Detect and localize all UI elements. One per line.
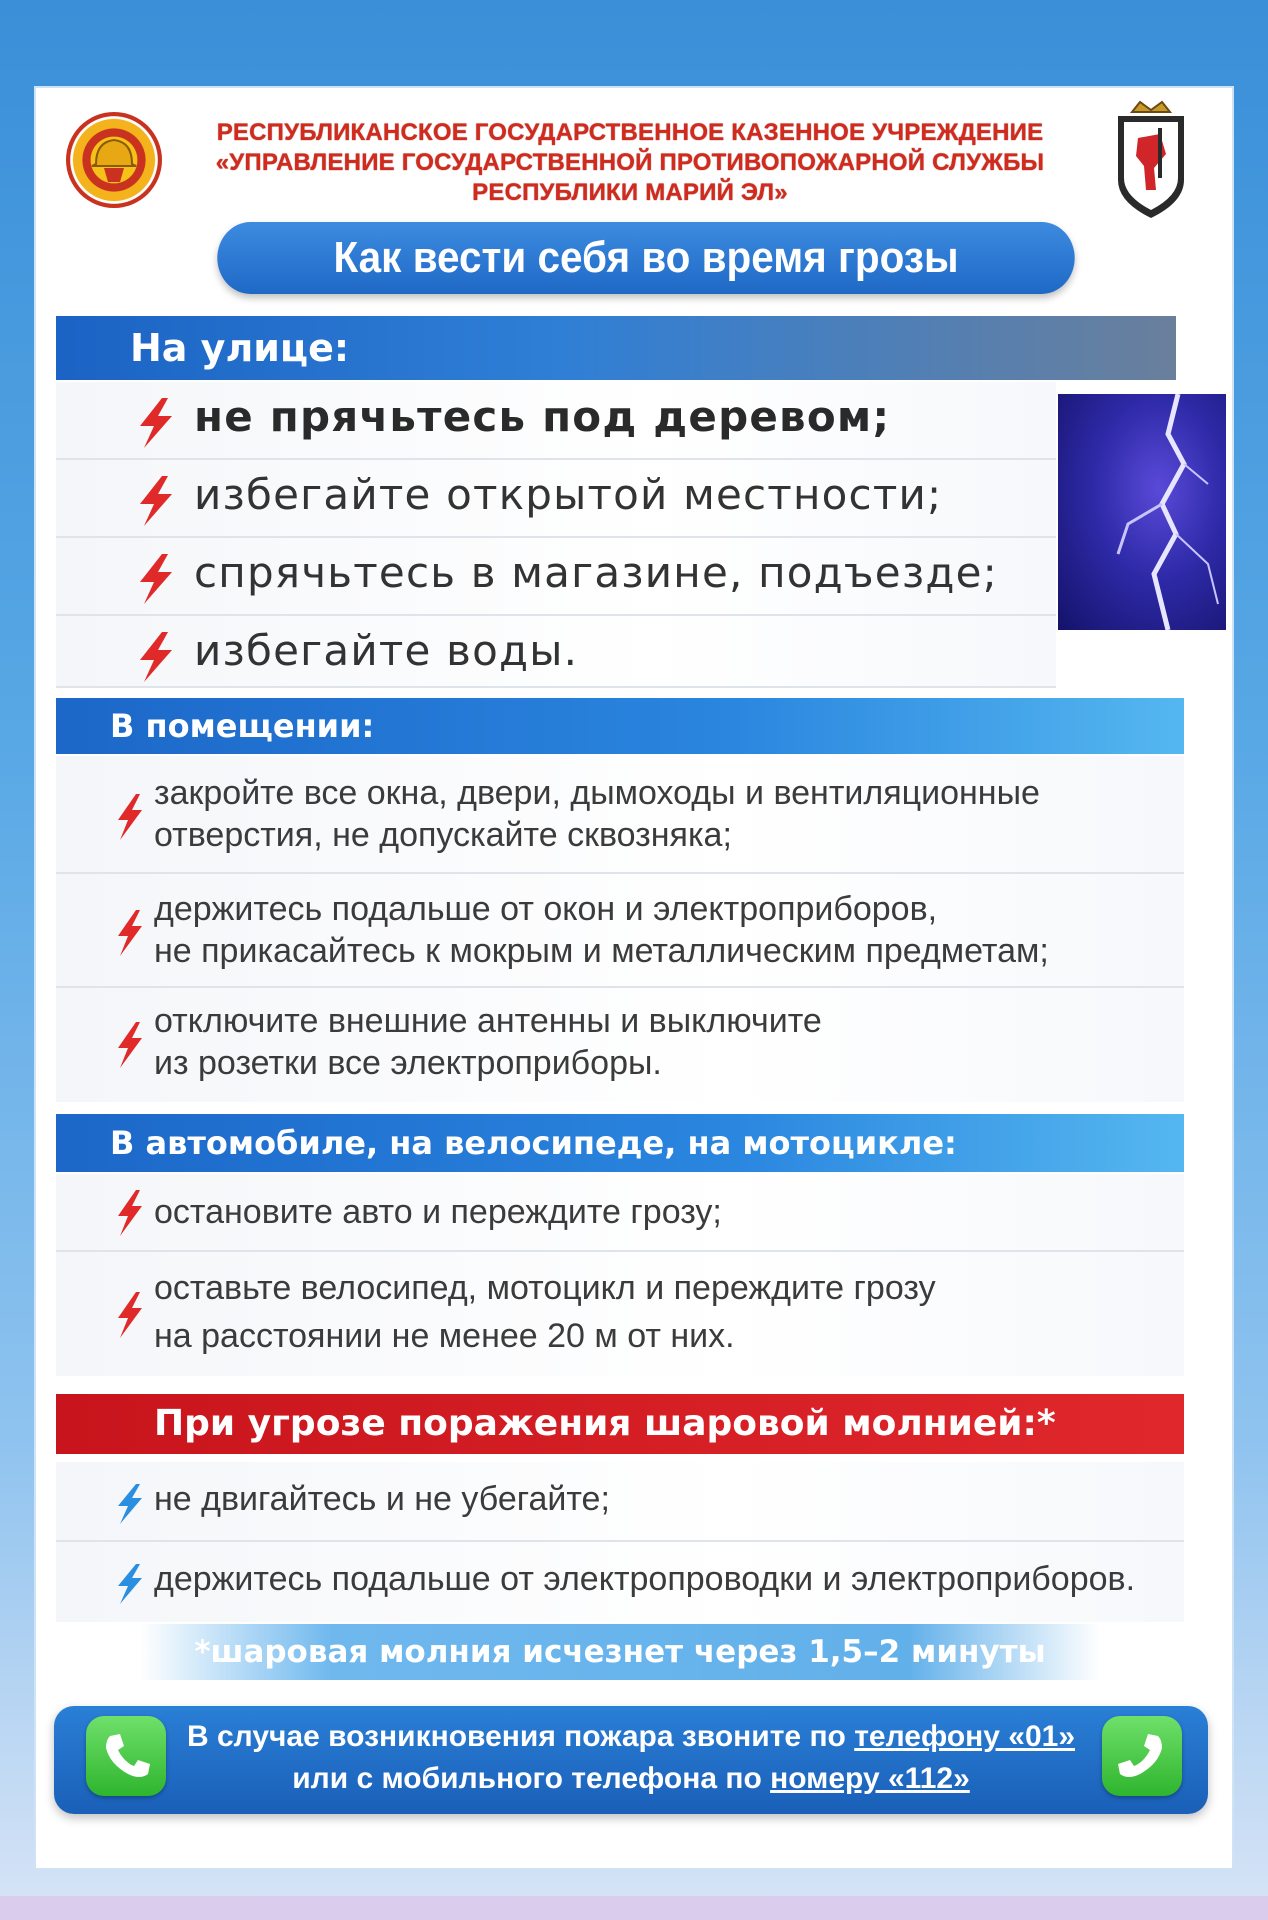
list-item (56, 1174, 1184, 1252)
text-line: из розетки все электроприборы. (154, 1044, 662, 1082)
list-item-text: избегайте открытой местности; (194, 470, 943, 519)
text-line: оставьте велосипед, мотоцикл и переждите грозу (154, 1269, 936, 1307)
list-item (56, 1542, 1184, 1622)
list-item-text: избегайте воды. (194, 626, 579, 675)
list-item (56, 616, 1056, 688)
list-item (56, 460, 1056, 538)
list-item-text: не двигайтесь и не убегайте; (154, 1480, 610, 1518)
lightning-bolt-blue-icon (112, 1484, 146, 1524)
section-heading-street: На улице: (56, 316, 1176, 380)
list-item-text: не прячьтесь под деревом; (194, 392, 891, 441)
list-item-text (154, 1264, 936, 1360)
emergency-footer (54, 1706, 1208, 1814)
org-line-2: «УПРАВЛЕНИЕ ГОСУДАРСТВЕННОЙ ПРОТИВОПОЖАРНОЙ СЛУЖБЫ (215, 149, 1045, 176)
page-title: Как вести себя во время грозы (217, 222, 1074, 294)
footer-line-2 (54, 1762, 1208, 1796)
lightning-bolt-icon (132, 554, 176, 604)
street-list (56, 382, 1056, 688)
phone-112-link[interactable]: номеру «112» (770, 1762, 970, 1795)
text-line: отключите внешние антенны и выключите (154, 1002, 822, 1040)
list-item (56, 382, 1056, 460)
list-item (56, 538, 1056, 616)
mari-el-coat-of-arms-icon (1110, 98, 1192, 222)
phone-left-icon (86, 1716, 166, 1796)
bottom-strip (0, 1896, 1268, 1920)
footer-text: или с мобильного телефона по (292, 1762, 771, 1795)
list-item (56, 988, 1184, 1102)
list-item-text (154, 1000, 822, 1084)
list-item (56, 874, 1184, 988)
lightning-bolt-icon (112, 1190, 146, 1236)
lightning-photo (1058, 394, 1226, 630)
list-item-text: спрячьтесь в магазине, подъезде; (194, 548, 998, 597)
text-line: держитесь подальше от окон и электроприборов, (154, 890, 938, 928)
text-line: на расстоянии не менее 20 м от них. (154, 1317, 735, 1355)
vehicle-list (56, 1174, 1184, 1376)
lightning-bolt-icon (132, 632, 176, 682)
phone-right-icon (1102, 1716, 1182, 1796)
list-item-text: держитесь подальше от электропроводки и электроприборов. (154, 1560, 1136, 1598)
text-line: отверстия, не допускайте сквозняка; (154, 816, 732, 854)
list-item (56, 1462, 1184, 1542)
ball-lightning-list (56, 1462, 1184, 1622)
lightning-bolt-icon (132, 398, 176, 448)
lightning-bolt-icon (132, 476, 176, 526)
footer-text: В случае возникновения пожара звоните по (186, 1720, 855, 1753)
lightning-bolt-blue-icon (112, 1564, 146, 1604)
text-line: не прикасайтесь к мокрым и металлическим предметам; (154, 932, 1049, 970)
org-line-1: РЕСПУБЛИКАНСКОЕ ГОСУДАРСТВЕННОЕ КАЗЕННОЕ УЧРЕЖДЕНИЕ (216, 119, 1044, 146)
lightning-bolt-icon (112, 794, 146, 840)
room-list (56, 756, 1184, 1102)
lightning-bolt-icon (112, 1292, 146, 1338)
org-line-3: РЕСПУБЛИКИ МАРИЙ ЭЛ» (472, 179, 788, 206)
section-heading-vehicle: В автомобиле, на велосипеде, на мотоцикле: (56, 1114, 1184, 1172)
organization-name (170, 118, 1090, 208)
list-item (56, 1252, 1184, 1376)
list-item-text: остановите авто и переждите грозу; (154, 1193, 722, 1231)
list-item-text (154, 772, 1040, 856)
section-heading-ball-lightning: При угрозе поражения шаровой молнией:* (56, 1394, 1184, 1454)
list-item-text (154, 888, 1049, 972)
list-item (56, 756, 1184, 874)
ball-lightning-note: *шаровая молния исчезнет через 1,5–2 минуты (140, 1624, 1100, 1680)
section-heading-room: В помещении: (56, 698, 1184, 754)
lightning-bolt-icon (112, 1022, 146, 1068)
footer-line-1 (54, 1720, 1208, 1754)
text-line: закройте все окна, двери, дымоходы и вентиляционные (154, 774, 1040, 812)
phone-01-link[interactable]: телефону «01» (854, 1720, 1076, 1753)
lightning-bolt-icon (112, 910, 146, 956)
fire-service-emblem-icon (66, 112, 162, 208)
